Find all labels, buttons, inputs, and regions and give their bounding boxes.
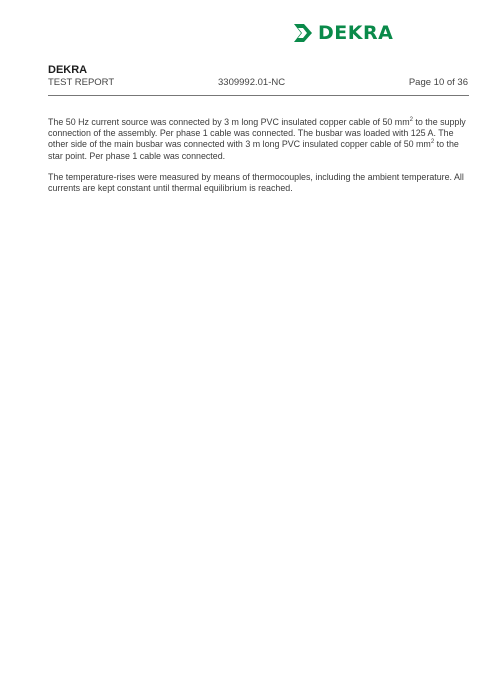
superscript: 2 [430,139,435,146]
paragraph-text: to the supply connection of the assembly. Per phase 1 cable was connected. The busbar was loaded with 125 A. The other side of the main busbar was connected with 3 m long PVC insulated copper cable of 50 mm [48,117,466,150]
report-body [48,117,470,204]
report-number: 3309992.01-NC [218,77,286,88]
header-divider [48,95,469,96]
header-row [48,77,468,89]
report-header [48,64,468,89]
superscript: 2 [409,117,413,123]
paragraph-text: The 50 Hz current source was connected by 3 m long PVC insulated copper cable of 50 mm [48,117,410,127]
paragraph-text: to the star point. Per phase 1 cable was connected. [48,139,459,161]
dekra-chevron-icon [292,22,314,44]
paragraph-temperature: The temperature-rises were measured by means of thermocouples, including the ambient temperature. All currents are kept constant until thermal equilibrium is reached. [48,171,464,194]
page-number: Page 10 of 36 [408,77,468,88]
paragraph-current-source [48,117,470,162]
logo-text: DEKRA [318,22,394,44]
dekra-logo [292,22,393,44]
report-type: TEST REPORT [48,77,115,88]
company-name: DEKRA [48,64,88,76]
